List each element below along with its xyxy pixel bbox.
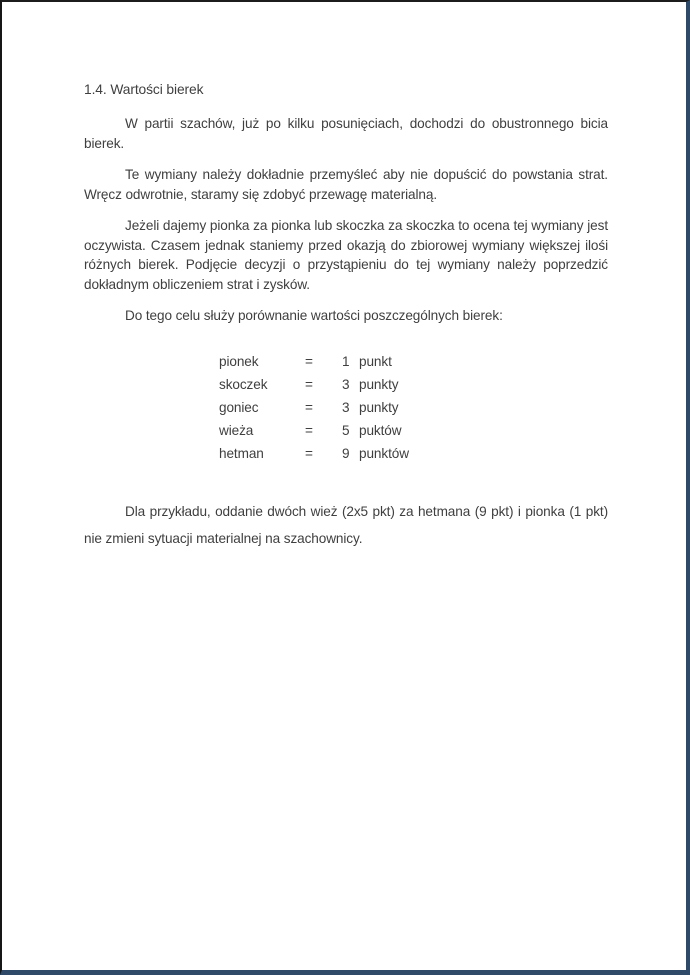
section-heading: 1.4. Wartości bierek	[84, 82, 204, 97]
piece-name: goniec	[219, 399, 259, 415]
piece-value: 3	[342, 376, 350, 392]
piece-value-row-pawn	[219, 350, 608, 373]
equals-sign: =	[305, 376, 313, 392]
piece-value-row-bishop	[219, 396, 608, 419]
paragraph-decision: Jeżeli dajemy pionka za pionka lub skoczka za skoczka to ocena tej wymiany jest oczywista. Czasem jednak staniemy przed okazją do zbiorowej wymiany większej ilośi różnych bierek. Podjęcie decyzji o przystąpieniu do tej wymiany należy poprzedzić dokładnym obliczeniem strat i zysków.	[84, 218, 608, 292]
document-content	[84, 80, 608, 552]
piece-value: 1	[342, 353, 350, 369]
equals-sign: =	[305, 445, 313, 461]
equals-sign: =	[305, 399, 313, 415]
value-unit: punkt	[359, 353, 392, 369]
piece-name: wieża	[219, 422, 254, 438]
value-unit: punktów	[359, 445, 409, 461]
closing-paragraph: Dla przykładu, oddanie dwóch wież (2x5 pkt) za hetmana (9 pkt) i pionka (1 pkt) nie zmieni sytuacji materialnej na szachownicy.	[84, 503, 608, 546]
piece-name: skoczek	[219, 376, 268, 392]
equals-sign: =	[305, 353, 313, 369]
piece-name: hetman	[219, 445, 264, 461]
piece-value-row-rook	[219, 419, 608, 442]
piece-value: 3	[342, 399, 350, 415]
piece-value-row-knight	[219, 373, 608, 396]
paragraph-intro: W partii szachów, już po kilku posunięciach, dochodzi do obustronnego bicia bierek.	[84, 116, 608, 151]
paragraph-exchanges: Te wymiany należy dokładnie przemyśleć aby nie dopuścić do powstania strat. Wręcz odwrotnie, staramy się zdobyć przewagę materialną.	[84, 167, 608, 202]
value-unit: punkty	[359, 376, 399, 392]
piece-value: 5	[342, 422, 350, 438]
value-unit: punkty	[359, 399, 399, 415]
piece-value-row-queen	[219, 442, 608, 465]
value-unit: puktów	[359, 422, 402, 438]
equals-sign: =	[305, 422, 313, 438]
piece-value-table	[219, 350, 608, 465]
piece-value: 9	[342, 445, 350, 461]
piece-name: pionek	[219, 353, 259, 369]
paragraph-table-lead-in: Do tego celu służy porównanie wartości poszczególnych bierek:	[125, 308, 503, 323]
